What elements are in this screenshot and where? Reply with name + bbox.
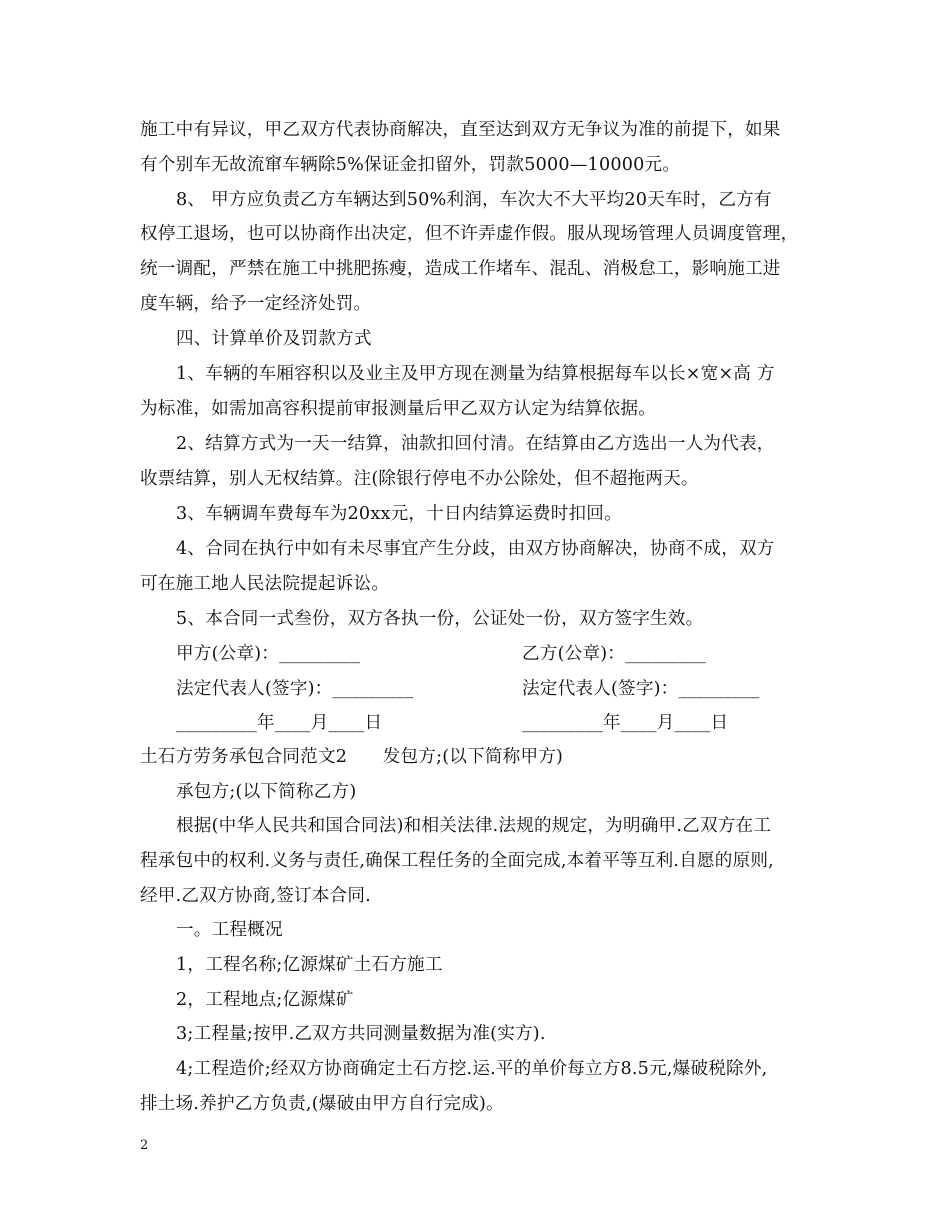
signature-party-a-date: _________年____月____日 bbox=[176, 713, 383, 733]
text-line: 2，工程地点;亿源煤矿 bbox=[176, 990, 354, 1010]
text-line: 3、车辆调车费每车为20xx元，十日内结算运费时扣回。 bbox=[176, 504, 622, 524]
text-line: 4、合同在执行中如有未尽事宜产生分歧，由双方协商解决，协商不成，双方 bbox=[176, 539, 775, 559]
text-line: 为标准，如需加高容积提前审报测量后甲乙双方认定为结算依据。 bbox=[140, 399, 657, 419]
signature-party-b-seal: 乙方(公章)：_________ bbox=[522, 644, 707, 664]
page-number: 2 bbox=[140, 1138, 149, 1153]
text-line: 2、结算方式为一天一结算，油款扣回付清。在结算由乙方选出一人为代表， bbox=[176, 434, 775, 454]
section-heading: 一。工程概况 bbox=[176, 920, 283, 940]
signature-party-a-seal: 甲方(公章)：_________ bbox=[176, 644, 361, 664]
text-line: 承包方;(以下简称乙方) bbox=[176, 782, 357, 802]
text-line: 8、 甲方应负责乙方车辆达到50%利润，车次大不大平均20天车时，乙方有 bbox=[176, 190, 772, 210]
text-line: 有个别车无故流窜车辆除5%保证金扣留外，罚款5000—10000元。 bbox=[140, 155, 681, 175]
text-line: 施工中有异议，甲乙双方代表协商解决，直至达到双方无争议为准的前提下，如果 bbox=[140, 120, 781, 140]
text-line: 经甲.乙双方协商,签订本合同. bbox=[140, 886, 371, 906]
section-heading: 四、计算单价及罚款方式 bbox=[176, 329, 372, 349]
signature-party-b-representative: 法定代表人(签字)：_________ bbox=[522, 679, 760, 699]
text-line: 1、车辆的车厢容积以及业主及甲方现在测量为结算根据每车以长×宽×高 方 bbox=[176, 364, 775, 384]
text-line: 收票结算，别人无权结算。注(除银行停电不办公除处，但不超拖两天。 bbox=[140, 469, 699, 489]
text-line: 4;工程造价;经双方协商确定土石方挖.运.平的单价每立方8.5元,爆破税除外, bbox=[176, 1059, 768, 1079]
text-line: 可在施工地人民法院提起诉讼。 bbox=[140, 574, 390, 594]
text-line: 5、本合同一式叁份，双方各执一份，公证处一份，双方签字生效。 bbox=[176, 609, 704, 629]
text-line: 度车辆，给予一定经济处罚。 bbox=[140, 294, 372, 314]
text-line: 1，工程名称;亿源煤矿土石方施工 bbox=[176, 955, 443, 975]
text-line: 根据(中华人民共和国合同法)和相关法律.法规的规定，为明确甲.乙双方在工 bbox=[176, 816, 772, 836]
signature-party-a-representative: 法定代表人(签字)：_________ bbox=[176, 679, 414, 699]
text-line: 程承包中的权利.义务与责任,确保工程任务的全面完成,本着平等互利.自愿的原则, bbox=[140, 851, 774, 871]
text-line: 3;工程量;按甲.乙双方共同测量数据为准(实方). bbox=[176, 1024, 546, 1044]
signature-party-b-date: _________年____月____日 bbox=[522, 713, 729, 733]
text-line: 排土场.养护乙方负责,(爆破由甲方自行完成)。 bbox=[140, 1094, 504, 1114]
text-line: 统一调配，严禁在施工中挑肥拣瘦，造成工作堵车、混乱、消极怠工，影响施工进 bbox=[140, 259, 781, 279]
section-title: 土石方劳务承包合同范文2 发包方;(以下简称甲方) bbox=[140, 747, 564, 767]
text-line: 权停工退场，也可以协商作出决定，但不许弄虚作假。服从现场管理人员调度管理， bbox=[140, 224, 799, 244]
